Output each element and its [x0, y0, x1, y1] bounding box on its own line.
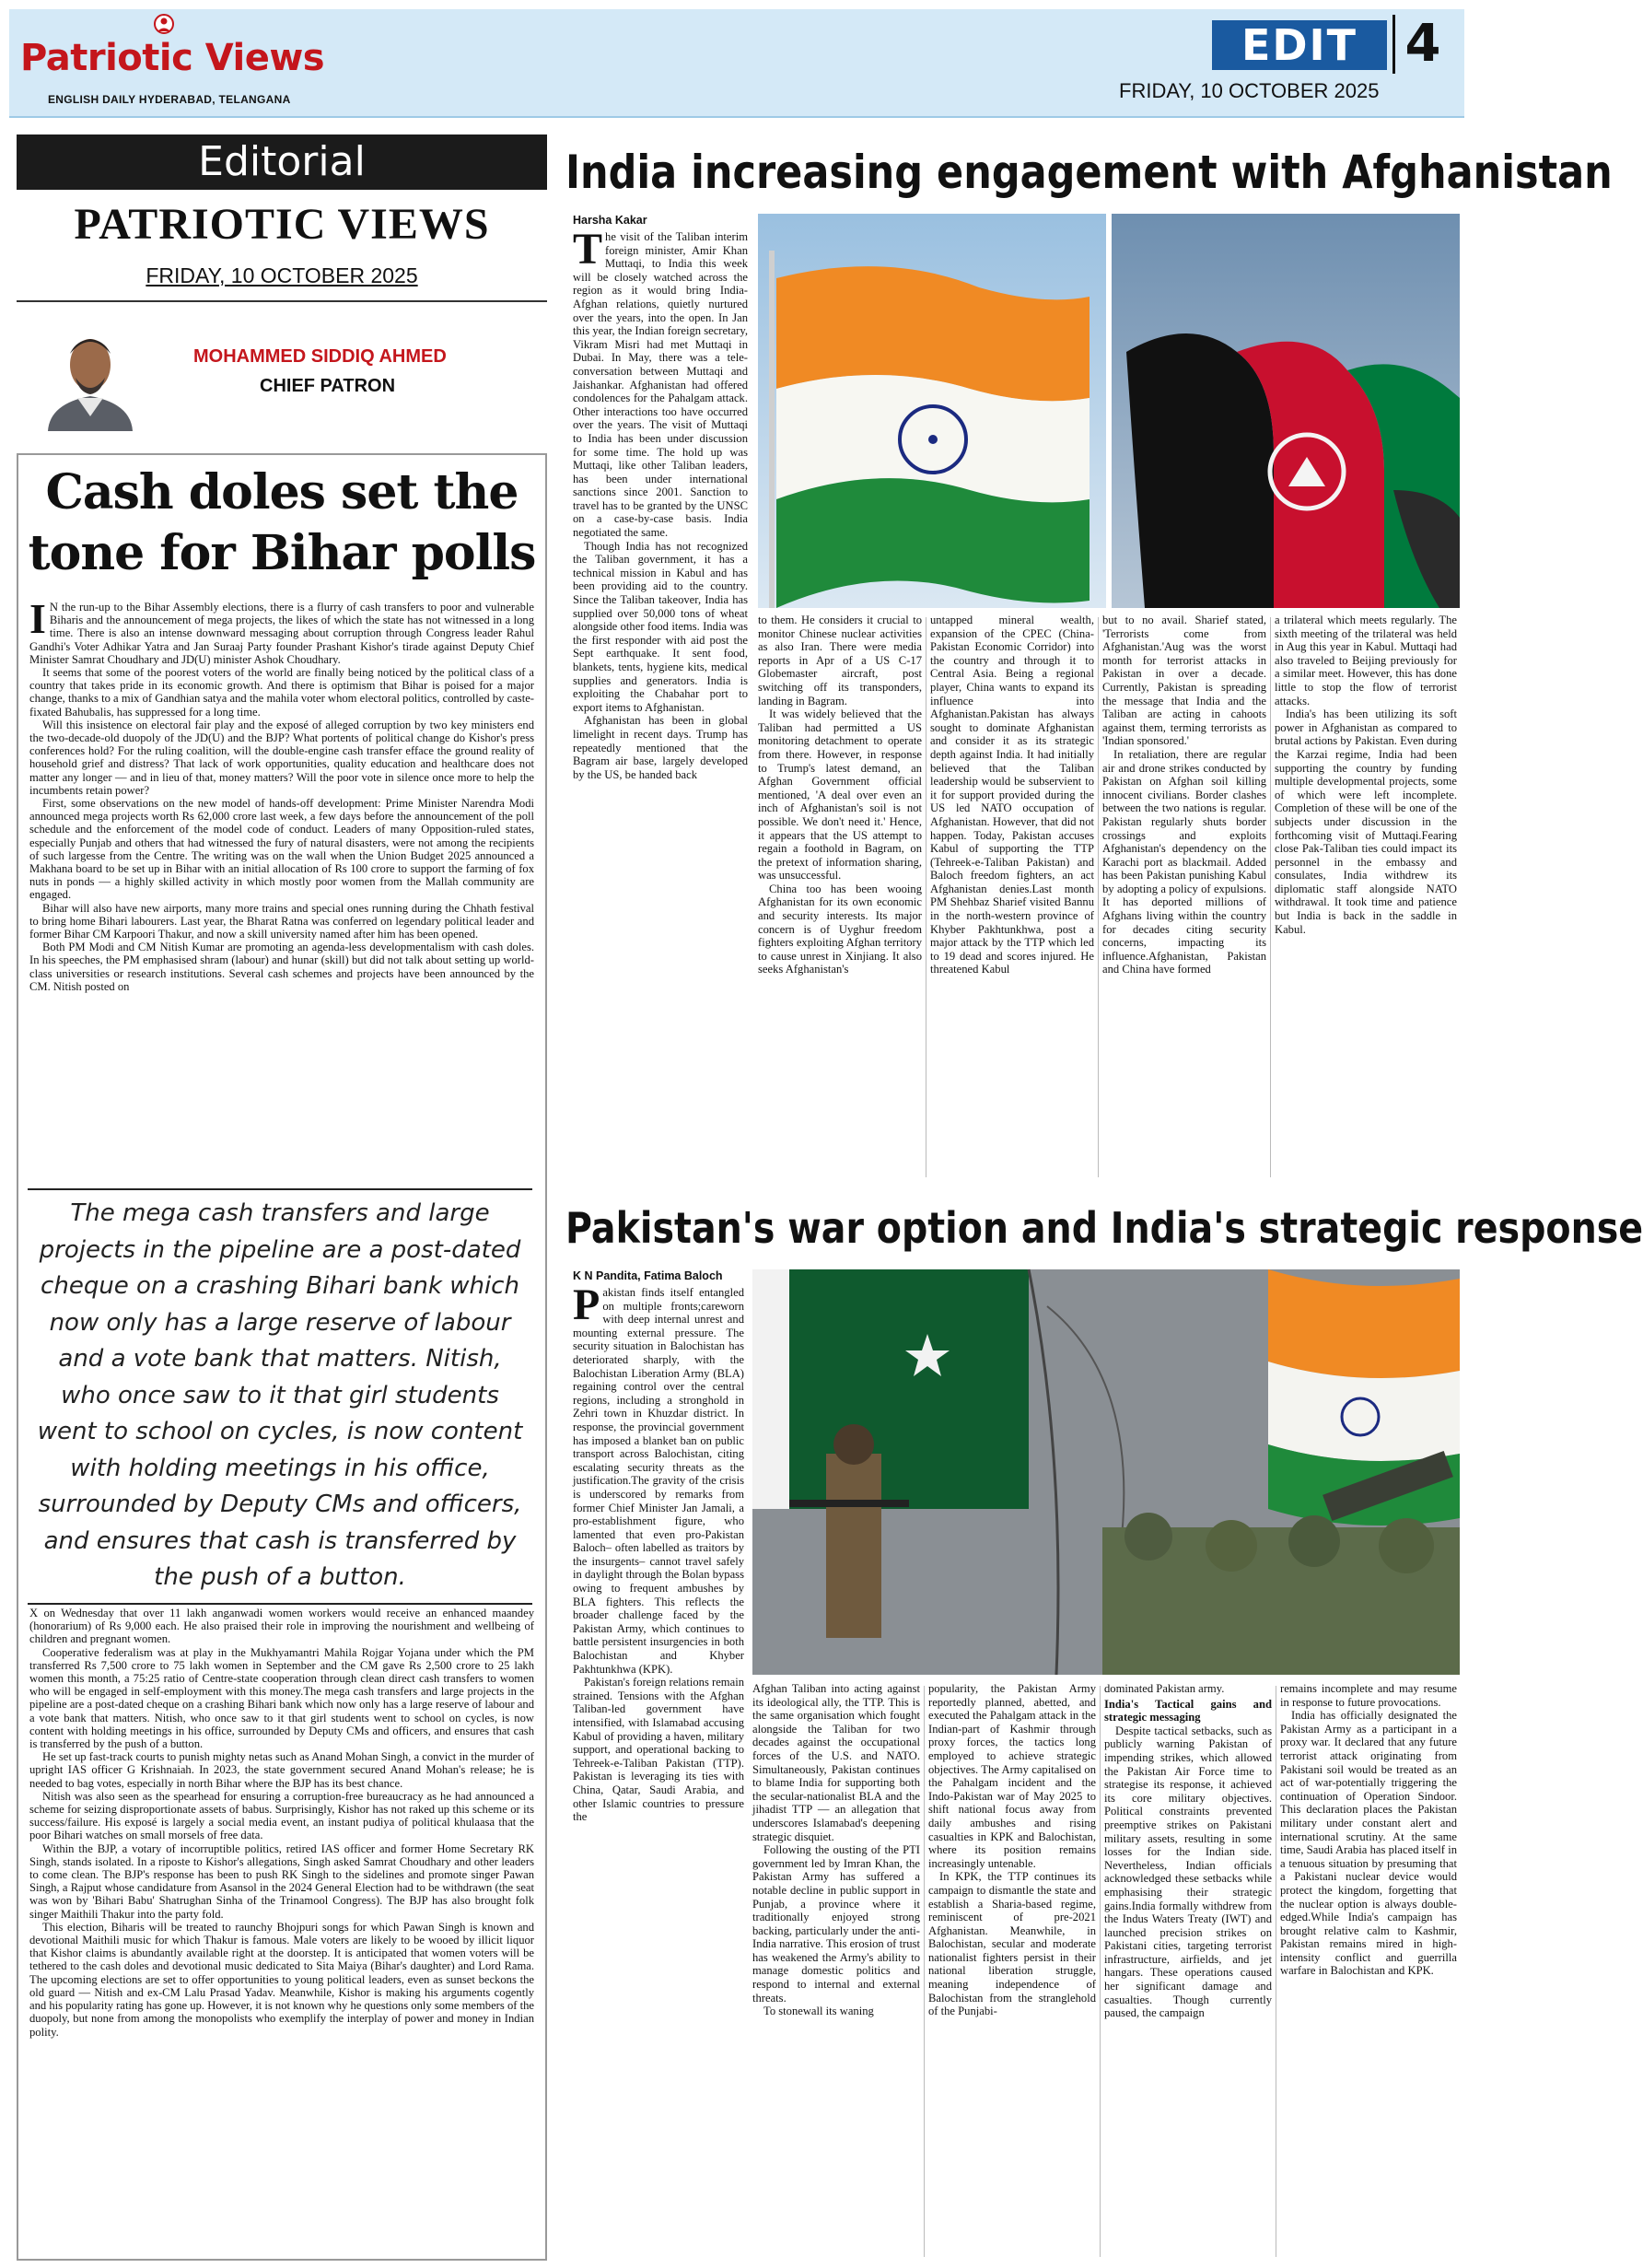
paragraph: Despite tactical setbacks, such as publicly warning Pakistan of impending strikes, which allowed the Pakistan Air Force time to strategise its response, it achieved its core military objectives. Political constraints prevented preemptive strikes on Pakistani military assets, resulting in some losses for the Indian side. Nevertheless, Indian officials acknowledged these setbacks while emphasising their strategic gains.India formally withdrew from the Indus Waters Treaty (IWT) and launched precision strikes on Pakistani cities, targeting terrorist infrastructure, airfields, and jet hangars. These operations caused her significant damage and casualties. Though currently paused, the campaign [1104, 1724, 1272, 2020]
article1-byline: Harsha Kakar [573, 214, 647, 227]
paragraph: He set up fast-track courts to punish mighty netas such as Anand Mohan Singh, a convict in the murder of upright IAS officer G Krishnaiah. In 2023, the state government secured Anand Mohan's release; he is needed to bag votes, especially in north Bihar where the BJP has its best chance. [29, 1750, 534, 1790]
article2-column [1280, 1682, 1457, 2261]
paragraph: but to no avail. Sharief stated, 'Terrorists come from Afghanistan.'Aug was the worst month for terrorist attacks in Pakistan in over a decade. Currently, Pakistan is spreading the message that India and the Taliban are acting in cahoots against them, terming terrorists as 'Indian sponsored.' [1102, 614, 1266, 748]
section-label: EDIT [1212, 20, 1387, 70]
paragraph: In retaliation, there are regular air and drone strikes conducted by Pakistan on Afghan soil killing innocent civilians. Border clashes between the two nations is regular. Pakistan regularly shuts border crossings and exploits Afghanistan's dependency on the Karachi port as blackmail. Added has been Pakistan punishing Kabul by adopting a policy of expulsions. It has deported millions of Afghans living within the country for decades citing security concerns, impacting its influence.Afghanistan, Pakistan and China have formed [1102, 747, 1266, 976]
column-rule [924, 1686, 925, 2257]
paragraph: Within the BJP, a votary of incorruptible politics, retired IAS officer and former Home Secretary RK Singh, stands isolated. In a riposte to Kishor's allegations, Singh asked Samrat Choudhary and other leaders to come clean. The BJP's response has been to push RK Singh to the sidelines and promote singer Pawan Singh, a Rajput whose candidature from Asansol in the 2024 General Election had to be withdrawn (the seat was won by 'Bihari Babu' Shatrughan Sinha of the Trinamool Congress). The BJP has also brought folk singer Maithili Thakur into the party fold. [29, 1841, 534, 1921]
subheading: India's Tactical gains and strategic messaging [1104, 1697, 1272, 1724]
paragraph: dominated Pakistan army. [1104, 1682, 1225, 1695]
paragraph: China too has been wooing Afghanistan for its own economic and security interests. Its major concern is of Uyghur freedom fighters exploiting Afghan territory to cause unrest in Xinjiang. It also seeks Afghanistan's [758, 882, 922, 976]
paragraph: First, some observations on the new model of hands-off development: Prime Minister Narendra Modi announced mega projects worth Rs 62,000 crore last week, a few days before the announcement of the poll schedule and the enforcement of the model code of conduct. Leaders of many Opposition-ruled states, especially Punjab and others that had witnessed the fury of natural disasters, were not among the recipients of such largesse from the Centre. The writing was on the wall when the Union Budget 2025 announced a Makhana board to be set up in Bihar with an initial allocation of Rs 100 crore to support the farming of fox nuts in ponds — a highly skilled activity in which mostly poor women from the Mallah community are engaged. [29, 797, 534, 902]
soldier-emblem-icon [147, 13, 181, 39]
drop-cap: I [29, 595, 46, 642]
paragraph: Both PM Modi and CM Nitish Kumar are promoting an agenda-less developmentalism with cash doles. In his speeches, the PM emphasised shram (labour) and hunar (skill) but did not talk about setting up world-class universities or research institutions. Several cash schemes and projects have been announced by the CM. Nitish posted on [29, 941, 534, 993]
paragraph: Bihar will also have new airports, many more trains and special ones running during the Chhath festival to bring home Bihari labourers. Last year, the Bharat Ratna was conferred on legendary political leader and former Bihar CM Karpoori Thakur, and now a skill university named after him has been opened. [29, 901, 534, 941]
editorial-body-top [29, 595, 534, 1183]
column-rule [1270, 617, 1271, 1177]
paragraph: Following the ousting of the PTI government led by Imran Khan, the Pakistan Army has suffered a notable decline in public support in Punjab, a province where it traditionally enjoyed strong backing, particularly under the anti-India narrative. This erosion of trust has weakened the Army's ability to manage domestic politics and respond to internal and external threats. [752, 1843, 920, 2005]
article2-headline[interactable]: Pakistan's war option and India's strategic response [565, 1203, 1643, 1253]
paragraph: Afghan Taliban into acting against its ideological ally, the TTP. This is the same organisation which fought alongside the Taliban for two decades against the occupational forces of the U.S. and NATO. Simultaneously, Pakistan continues to blame India for supporting both the secular-nationalist BLA and the jihadist TTP — an allegation that underscores Islamabad's deepening strategic disquiet. [752, 1682, 920, 1843]
paragraph: he visit of the Taliban interim foreign minister, Amir Khan Muttaqi, to India this week will be closely watched across the region as it would bring India-Afghan relations, quietly nurtured over the years, into the open. In Jan this year, the Indian foreign secretary, Vikram Misri had met Muttaqi in Dubai. In May, there was a tele-conversation between Muttaqi and Jaishankar. Afghanistan had offered condolences for the Pahalgam attack. Other interactions too have occurred over the years. The visit of Muttaqi to India has been under discussion for some time. The hold up was Muttaqi, like other Taliban leaders, has been under international sanctions since 2001. Sanction to travel has to be granted by the UNSC on a case-by-case basis. India negotiated the same. [573, 230, 748, 540]
article1-headline[interactable]: India increasing engagement with Afghanistan [565, 146, 1613, 199]
paragraph: a trilateral which meets regularly. The sixth meeting of the trilateral was held in Aug this year in Kabul. Muttaqi had also traveled to Beijing previously for a similar meet. However, this has done little to stop the flow of terrorist attacks. [1275, 614, 1457, 707]
paragraph: It was widely believed that the Taliban had permitted a US monitoring detachment to operate from there. However, in response to Trump's latest demand, an Afghan Government official mentioned, 'A deal over even an inch of Afghanistan's soil is not possible. We don't need it.' Hence, it appears that the US attempt to regain a foothold in Bagram, on the pretext of information sharing, was unsuccessful. [758, 707, 922, 883]
drop-cap: P [573, 1280, 600, 1329]
article1-column [930, 614, 1094, 1183]
editorial-headline[interactable]: Cash doles set the tone for Bihar polls [28, 464, 536, 581]
paragraph: akistan finds itself entangled on multiple fronts;careworn with deep internal unrest and mounting external pressure. The security situation in Balochistan has deteriorated sharply, with the Balochistan Liberation Army (BLA) regaining control over the central regions, including a stronghold in Zehri town in Khuzdar district. In response, the provincial government has imposed a blanket ban on public transport across Balochistan, citing escalating security threats as the justification.The gravity of the crisis is underscored by remarks from former Chief Minister Jan Jamali, a pro-establishment figure, who lamented that even pro-Pakistan Baloch– often labelled as traitors by the insurgents– cannot travel safely in daylight through the Bolan bypass owing to frequent ambushes by BLA fighters. This reflects the broader challenge faced by the Pakistan Army, which continues to battle persistent insurgencies in both Balochistan and Khyber Pakhtunkhwa (KPK). [573, 1286, 744, 1676]
paragraph: untapped mineral wealth, expansion of the CPEC (China-Pakistan Economic Corridor) into the country and through it to Central Asia. Being a regional player, China wants to expand its influence into Afghanistan.Pakistan has always sought to dominate Afghanistan and consider it as its strategic depth against India. It had initially believed that the Taliban leadership would be subservient to it for support provided during the US led NATO occupation of Afghanistan. However, that did not happen. Today, Pakistan accuses Kabul of supporting the TTP (Tehreek-e-Taliban Pakistan) and Baloch freedom fighters, an act Afghanistan denies.Last month PM Shehbaz Sharief visited Bannu in the north-western province of Khyber Pakhtunkhwa, post a major attack by the TTP which led to 19 dead and scores injured. He threatened Kabul [930, 614, 1094, 976]
paper-subtitle: ENGLISH DAILY HYDERABAD, TELANGANA [48, 93, 291, 106]
article1-column [1275, 614, 1457, 1183]
column-rule [1098, 617, 1099, 1177]
india-afghanistan-flags-photo [758, 214, 1460, 608]
pakistan-soldiers-india-flag-photo [752, 1269, 1460, 1675]
logo[interactable]: Patriotic Views [20, 37, 325, 79]
paragraph: In KPK, the TTP continues its campaign to dismantle the state and establish a Sharia-based regime, reminiscent of pre-2021 Afghanistan. Meanwhile, in Balochistan, secular and moderate nationalist fighters persist in their national liberation struggle, meaning independence of Balochistan from the stranglehold of the Punjabi- [928, 1870, 1096, 2018]
divider [17, 300, 547, 302]
paragraph: Pakistan's foreign relations remain strained. Tensions with the Afghan Taliban-led government have intensified, with Islamabad accusing Kabul of providing a haven, military support, and operational backing to Tehreek-e-Taliban Pakistan (TTP). Pakistan is leveraging its ties with China, Qatar, Saudi Arabia, and other Islamic countries to pressure the [573, 1676, 744, 1824]
article2-column [752, 1682, 920, 2261]
paragraph: This election, Biharis will be treated to raunchy Bhojpuri songs for which Pawan Singh is known and devotional Maithili music for which Thakur is famous. Male voters are likely to be wooed by illicit liquor that Kishor claims is abundantly available right at the doorstep. It is anticipated that women voters will be tethered to the cash doles and devotional music dedicated to Sita Maiya (Bihar's daughter) and Lord Rama. The upcoming elections are set to offer opportunities to young political leaders, even as sunset beckons the old guard — Nitish and ex-CM Lalu Prasad Yadav. Meanwhile, Kishor is making his arguments cogently and his popularity rating has gone up. However, it is not known why he questions only some members of the duopoly, but none from among the monopolists who exemplify the interplay of power and money in Indian polity. [29, 1920, 534, 2039]
paragraph: to them. He considers it crucial to monitor Chinese nuclear activities as also Iran. There were media reports in Apr of a US C-17 Globemaster aircraft, post switching off its transponders, landing in Bagram. [758, 614, 922, 707]
paragraph: Nitish was also seen as the spearhead for ensuring a corruption-free bureaucracy as he had announced a scheme for seizing disproportionate assets of babus. Surprisingly, Kishor has not raked up this scheme or its success/failure. His exposé is largely a social media event, an instant pudiya of political khulaasa that the poor Bihari watches on small morsels of free data. [29, 1789, 534, 1842]
masthead-date: FRIDAY, 10 OCTOBER 2025 [1119, 79, 1380, 102]
paragraph: Cooperative federalism was at play in the Mukhyamantri Mahila Rojgar Yojana under which the PM transferred Rs 7,500 crore to 75 lakh women in September and the CM gave Rs 2,500 crore to 25 lakh women this month, a 75:25 ratio of Centre-state cooperation through clean direct cash transfers to women who will be engaged in self-employment with this money.The mega cash transfers and large projects in the pipeline are a post-dated cheque on a crashing Bihari bank which now only has a large reserve of labour and a vote bank that matters. Nitish, who once saw to it that girl students went to school on cycles, is now content with holding meetings in his office, surrounded by Deputy CMs and officers, and ensures that cash is transferred by the push of a button. [29, 1645, 534, 1751]
editorial-body-bottom [29, 1607, 534, 2251]
article2-column [928, 1682, 1096, 2261]
page-number: 4 [1392, 15, 1451, 74]
editorial-paper-name: PATRIOTIC VIEWS [74, 200, 490, 249]
article2-column [1104, 1682, 1272, 2261]
article2-column [573, 1280, 744, 2261]
editorial-band: Editorial [17, 134, 547, 190]
article1-column [758, 614, 922, 1183]
article1-column [1102, 614, 1266, 1183]
paragraph: remains incomplete and may resume in response to future provocations. [1280, 1682, 1457, 1709]
paragraph: Afghanistan has been in global limelight in recent days. Trump has repeatedly mentioned that the Bagram air base, largely developed by the US, be handed back [573, 714, 748, 781]
column-rule [1100, 1686, 1101, 2257]
paragraph: Though India has not recognized the Taliban government, it has a technical mission in Kabul and has been providing aid to the country. Since the Taliban takeover, India has supplied over 50,000 tons of wheat alongside other food items. India was the first responder with aid post the Sept earthquake. It sent food, blankets, tents, hygiene kits, medical supplies and generators. India is exploiting the Chabahar port to export items to Afghanistan. [573, 539, 748, 714]
paragraph: X on Wednesday that over 11 lakh anganwadi women workers would receive an enhanced maandey (honorarium) of Rs 9,000 each. He also praised their role in improving the nourishment and wellbeing of children and pregnant women. [29, 1607, 534, 1646]
paragraph: N the run-up to the Bihar Assembly elections, there is a flurry of cash transfers to poor and vulnerable Biharis and the announcement of mega projects, the likes of which the state has not witnessed in a long time. There is also an intense downward messaging about corruption through Congress leader Rahul Gandhi's Voter Adhikar Yatra and Jan Suraaj Party founder Prashant Kishor's tirade against Deputy Chief Minister Samrat Choudhary and JD(U) minister Ashok Choudhary. [29, 601, 534, 666]
patron-name: MOHAMMED SIDDIQ AHMED [193, 346, 447, 367]
paragraph: Will this insistence on electoral fair play and the exposé of alleged corruption by two key ministers end the two-decade-old duopoly of the JD(U) and the BJP? What portents of political change do Kishor's press conferences hold? For the ruling coalition, will the double-engine cash transfer efface the ground reality of household grief and distress? That lack of work opportunities, quality education and healthcare does not matter any longer — and in lieu of that, money matters? Will the poor vote in silence once more to help the incumbents retain power? [29, 718, 534, 797]
paragraph: It seems that some of the poorest voters of the world are finally being noticed by the political class of a country that takes pride in its economic growth. And there is optimism that Bihar is poised for a major change, thanks to a mix of Gandhian satya and the mahila voter whom electoral politics, controlled by caste-fixated Bahubalis, has suppressed for a long time. [29, 666, 534, 719]
paragraph: India's has been utilizing its soft power in Afghanistan as compared to brutal actions by Pakistan. Even during the Karzai regime, India had been supporting the country by funding multiple developmental projects, some of which were left incomplete. Completion of these will be one of the subjects under discussion in the forthcoming visit of Muttaqi.Fearing close Pak-Taliban ties could impact its personnel in the embassy and consulates, India withdrew its diplomatic staff alongside NATO withdrawal. It took time and patience but India is back in the saddle in Kabul. [1275, 707, 1457, 936]
editorial-date: FRIDAY, 10 OCTOBER 2025 [146, 263, 418, 287]
drop-cap: T [573, 225, 603, 274]
paragraph: To stonewall its waning [763, 2005, 874, 2018]
patron-title: CHIEF PATRON [260, 376, 396, 396]
paragraph: India has officially designated the Pakistan Army as a participant in a proxy war. It declared that any future terrorist attack originating from Pakistani soil would be treated as an act of war-potentially triggering the continuation of Operation Sindoor. This declaration places the Pakistan military under constant alert and international scrutiny. At the same time, Saudi Arabia has placed itself in a tenuous situation by presuming that a Pakistani nuclear device would protect the kingdom, forgetting that the nuclear option is always double-edged.While India's campaign has brought relative calm to Kashmir, Pakistan remains mired in high-intensity conflict and guerrilla warfare in Balochistan and KPK. [1280, 1709, 1457, 1978]
pull-quote: The mega cash transfers and large projects in the pipeline are a post-dated cheque on a crashing Bihari bank which now only has a large reserve of labour and a vote bank that matters. Nitish, who once saw to it that girl students went to school on cycles, is now content with holding meetings in his office, surrounded by Deputy CMs and officers, and ensures that cash is transferred by the push of a button. [37, 1199, 523, 1591]
patron-portrait [41, 313, 140, 431]
paragraph: popularity, the Pakistan Army reportedly planned, abetted, and executed the Pahalgam attack in the Indian-part of Kashmir through proxy forces, the tactics long employed to achieve strategic objectives. The Army capitalised on the Pahalgam incident and the Indo-Pakistan war of May 2025 to shift national focus away from daily ambushes and rising casualties in KPK and Balochistan, where its position remains increasingly untenable. [928, 1682, 1096, 1870]
article1-column [573, 225, 748, 1181]
article2-byline: K N Pandita, Fatima Baloch [573, 1269, 723, 1282]
